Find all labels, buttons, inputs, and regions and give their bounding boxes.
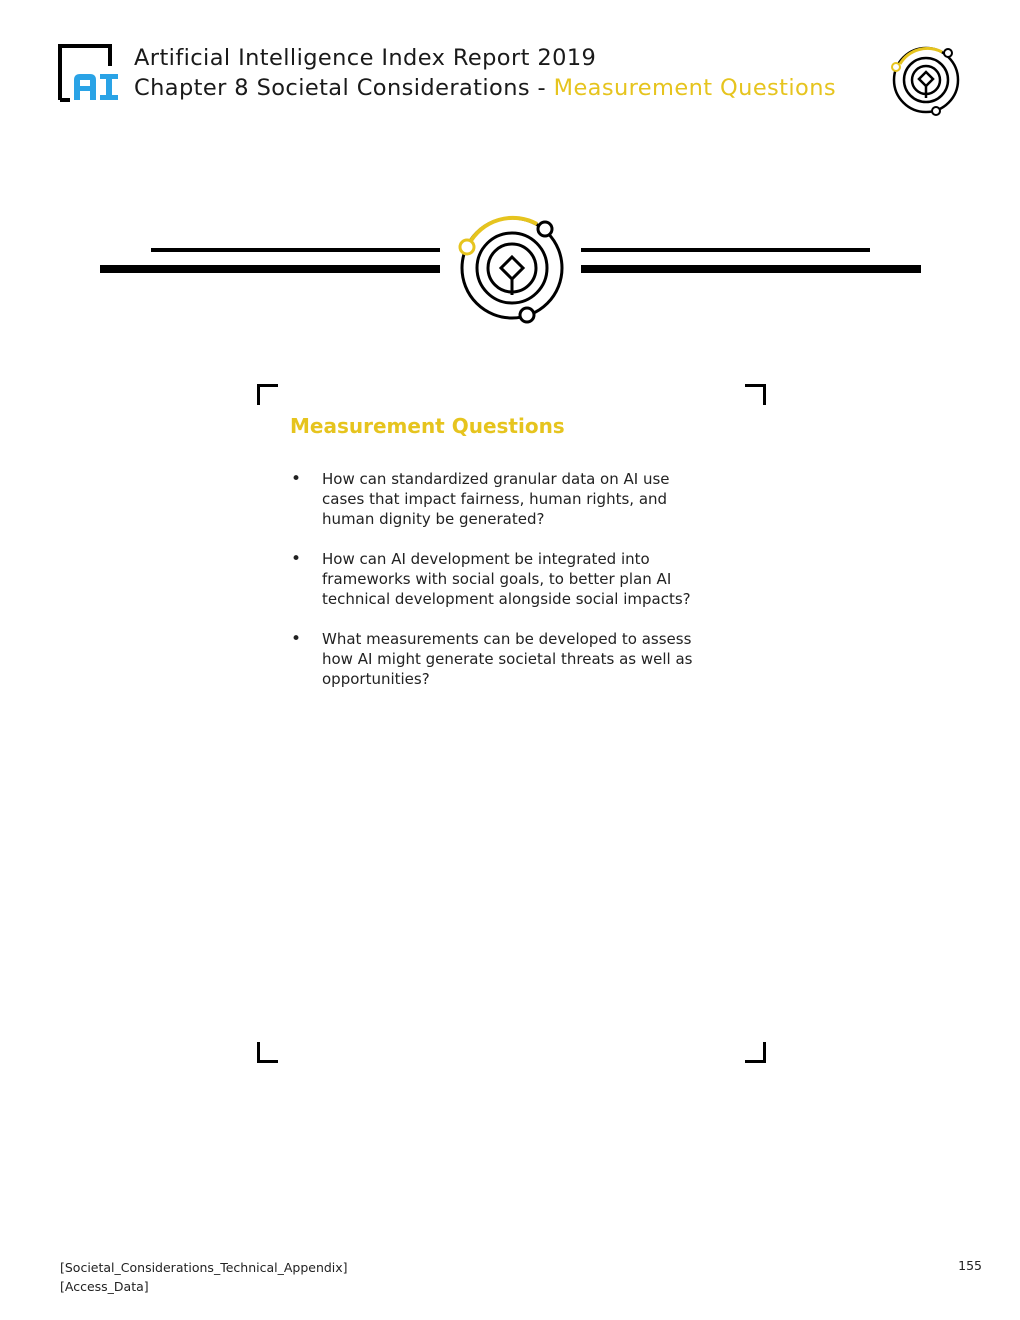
report-header	[134, 43, 836, 103]
bullet-icon: •	[291, 629, 302, 649]
list-item	[290, 549, 730, 609]
technical-appendix-link[interactable]: [Societal_Considerations_Technical_Appendix]	[60, 1260, 348, 1275]
question-text: What measurements can be developed to assess how AI might generate societal threats as well as opportunities?	[322, 630, 693, 688]
ai-index-logo	[58, 44, 120, 102]
report-title: Artificial Intelligence Index Report 2019	[134, 45, 597, 71]
divider-bar-left-thick	[100, 265, 440, 273]
divider-bar-right-thick	[581, 265, 921, 273]
page-number: 155	[958, 1258, 982, 1273]
question-text: How can standardized granular data on AI use cases that impact fairness, human rights, and human dignity be generated?	[322, 470, 670, 528]
divider-bar-right-thin	[581, 248, 870, 252]
question-text: How can AI development be integrated into frameworks with social goals, to better plan AI technical development alongside social impacts?	[322, 550, 691, 608]
chapter-label: Chapter 8 Societal Considerations -	[134, 75, 554, 101]
frame-corner-top-left	[257, 384, 278, 405]
list-item	[290, 629, 730, 689]
divider-bar-left-thin	[151, 248, 440, 252]
frame-corner-bottom-right	[745, 1042, 766, 1063]
section-title: Measurement Questions	[290, 414, 565, 438]
frame-corner-bottom-left	[257, 1042, 278, 1063]
frame-corner-top-right	[745, 384, 766, 405]
chapter-line	[134, 73, 836, 103]
question-list	[290, 469, 730, 709]
bullet-icon: •	[291, 549, 302, 569]
access-data-link[interactable]: [Access_Data]	[60, 1279, 149, 1294]
section-label: Measurement Questions	[553, 75, 837, 101]
list-item	[290, 469, 730, 529]
divider-emblem-icon	[455, 210, 570, 325]
ai-logo-icon	[58, 44, 120, 102]
footer-links	[60, 1258, 348, 1296]
bullet-icon: •	[291, 469, 302, 489]
chapter-emblem-icon	[888, 42, 964, 118]
